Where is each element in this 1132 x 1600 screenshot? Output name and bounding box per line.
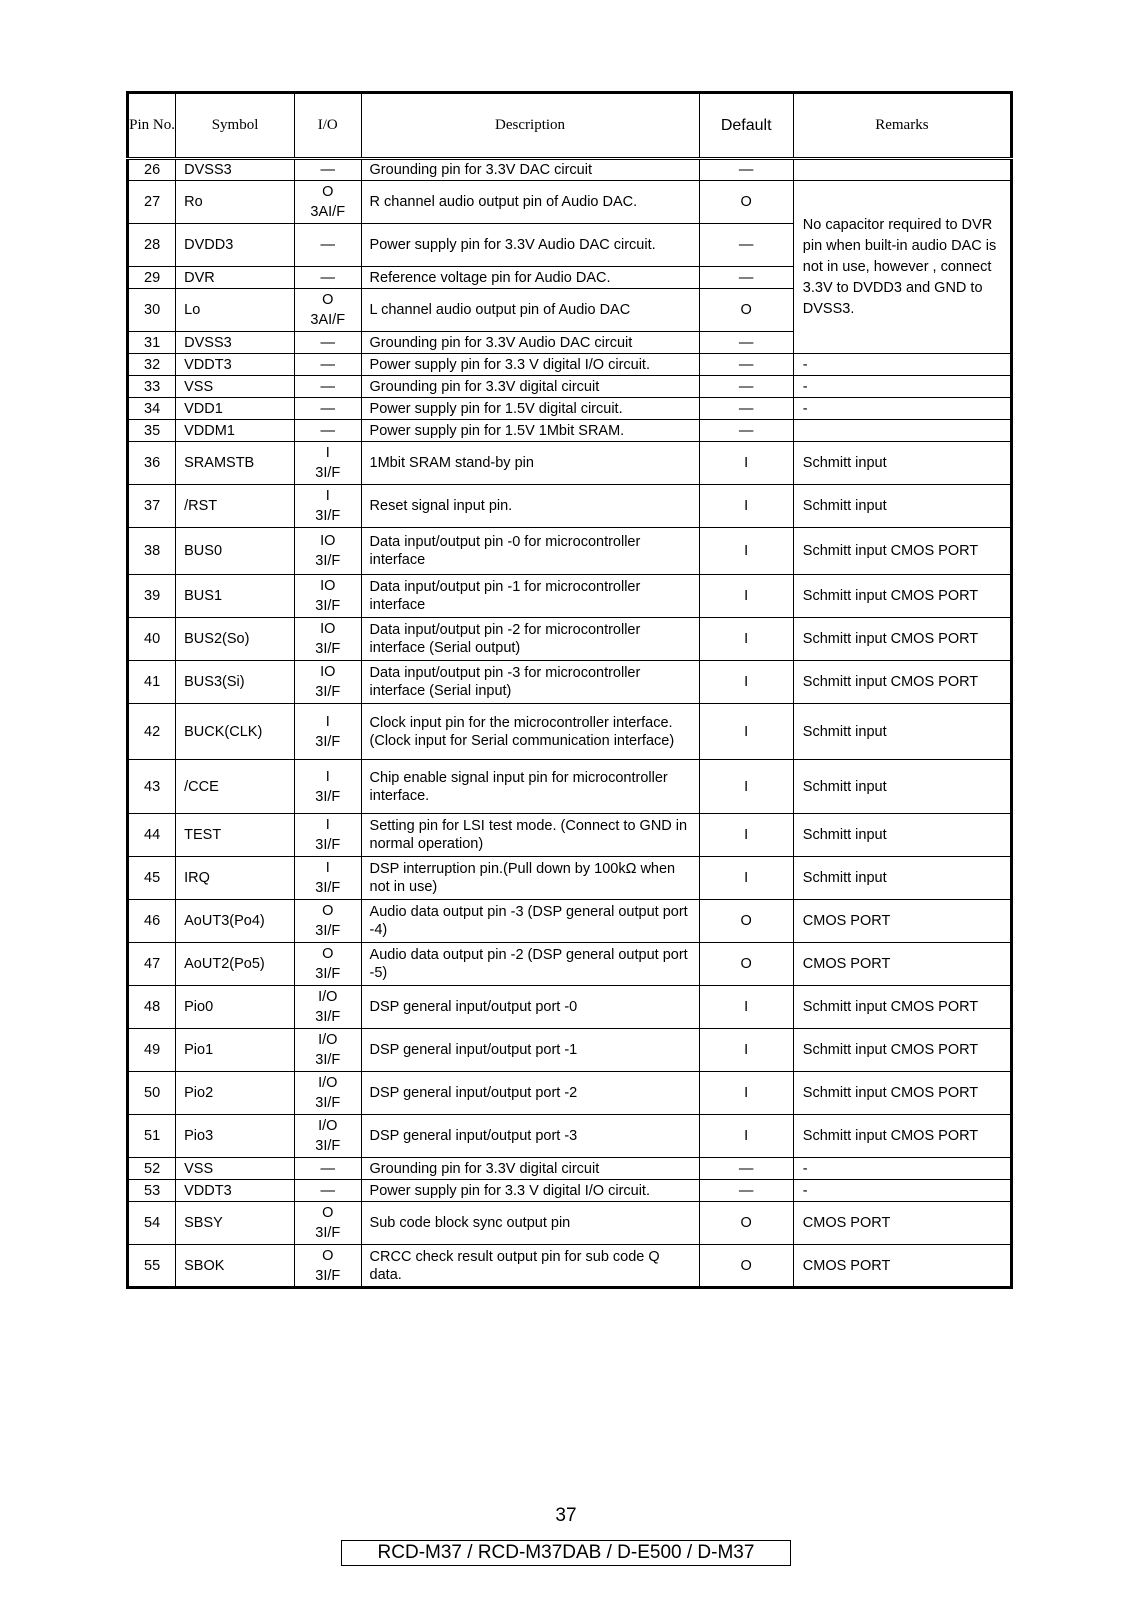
- table-row: [128, 704, 1012, 760]
- pin-default: —: [699, 1180, 793, 1202]
- pin-symbol: SBOK: [176, 1245, 295, 1288]
- table-row: [128, 661, 1012, 704]
- pin-symbol: VDD1: [176, 398, 295, 420]
- pin-remarks: Schmitt input CMOS PORT: [793, 575, 1011, 618]
- pin-default: —: [699, 398, 793, 420]
- pin-io: [294, 354, 361, 376]
- pin-io-type: 3I/F: [315, 1009, 341, 1025]
- pin-symbol: DVSS3: [176, 332, 295, 354]
- pin-description: DSP general input/output port -1: [361, 1029, 699, 1072]
- pin-description: Grounding pin for 3.3V digital circuit: [361, 376, 699, 398]
- pin-number: 43: [128, 760, 176, 814]
- pin-io-type: 3I/F: [315, 553, 341, 569]
- pin-io-direction: I/O: [318, 1075, 338, 1091]
- pin-number: 45: [128, 857, 176, 900]
- pin-symbol: BUCK(CLK): [176, 704, 295, 760]
- pin-io-type: 3I/F: [315, 1267, 341, 1284]
- pin-io-direction: O: [322, 946, 334, 962]
- table-row: [128, 528, 1012, 575]
- pin-default: O: [699, 1245, 793, 1288]
- pin-symbol: VDDT3: [176, 354, 295, 376]
- pin-symbol: Pio3: [176, 1115, 295, 1158]
- pin-number: 28: [128, 224, 176, 267]
- pin-remarks: Schmitt input CMOS PORT: [793, 618, 1011, 661]
- pin-number: 48: [128, 986, 176, 1029]
- pin-description: DSP general input/output port -3: [361, 1115, 699, 1158]
- pin-symbol: VSS: [176, 1158, 295, 1180]
- pin-description: Audio data output pin -2 (DSP general output port -5): [361, 943, 699, 986]
- pin-io-direction: —: [320, 1160, 335, 1177]
- pin-io-type: 3I/F: [315, 788, 341, 805]
- header-pin-no: Pin No.: [128, 93, 176, 159]
- pin-description: R channel audio output pin of Audio DAC.: [361, 181, 699, 224]
- pin-io: [294, 224, 361, 267]
- pin-symbol: TEST: [176, 814, 295, 857]
- pin-description: Data input/output pin -2 for microcontroller interface (Serial output): [361, 618, 699, 661]
- pin-symbol: SRAMSTB: [176, 442, 295, 485]
- pin-io-direction: —: [320, 162, 335, 178]
- pin-description: Data input/output pin -0 for microcontroller interface: [361, 528, 699, 575]
- pin-number: 52: [128, 1158, 176, 1180]
- pin-number: 50: [128, 1072, 176, 1115]
- page-number: 37: [555, 1505, 577, 1526]
- table-row: [128, 485, 1012, 528]
- pin-io-type: 3AI/F: [310, 204, 346, 220]
- pin-default: —: [699, 376, 793, 398]
- pin-io: [294, 1158, 361, 1180]
- pin-io-type: 3I/F: [315, 1095, 341, 1111]
- pin-default: I: [699, 704, 793, 760]
- pin-default: O: [699, 1202, 793, 1245]
- pin-symbol: AoUT3(Po4): [176, 900, 295, 943]
- pin-io-type: 3AI/F: [310, 312, 346, 328]
- pin-io-type: 3I/F: [315, 733, 341, 750]
- pin-description: Clock input pin for the microcontroller interface. (Clock input for Serial communication interface): [361, 704, 699, 760]
- pin-number: 44: [128, 814, 176, 857]
- pin-io-direction: —: [320, 269, 335, 286]
- pin-number: 46: [128, 900, 176, 943]
- pin-description: Grounding pin for 3.3V digital circuit: [361, 1158, 699, 1180]
- pin-symbol: Lo: [176, 289, 295, 332]
- pin-default: —: [699, 224, 793, 267]
- table-row: [128, 1072, 1012, 1115]
- pin-default: I: [699, 1072, 793, 1115]
- pin-number: 41: [128, 661, 176, 704]
- pin-default: I: [699, 575, 793, 618]
- pin-description: Power supply pin for 3.3V Audio DAC circuit.: [361, 224, 699, 267]
- pin-io: [294, 1180, 361, 1202]
- pin-io: [294, 1202, 361, 1245]
- pin-number: 39: [128, 575, 176, 618]
- pin-default: O: [699, 181, 793, 224]
- pin-remarks: -: [793, 398, 1011, 420]
- pin-io-direction: I/O: [318, 1118, 338, 1134]
- pin-number: 35: [128, 420, 176, 442]
- pin-symbol: BUS1: [176, 575, 295, 618]
- pin-io: [294, 398, 361, 420]
- header-description: Description: [361, 93, 699, 159]
- pin-symbol: Ro: [176, 181, 295, 224]
- table-header-row: [128, 93, 1012, 159]
- table-row: [128, 986, 1012, 1029]
- pin-remarks: -: [793, 354, 1011, 376]
- pin-remarks: Schmitt input: [793, 704, 1011, 760]
- pin-io-direction: I: [325, 768, 330, 785]
- table-row: [128, 181, 1012, 224]
- pin-io-direction: I: [325, 488, 330, 504]
- pin-description: Audio data output pin -3 (DSP general output port -4): [361, 900, 699, 943]
- pin-io-type: 3I/F: [315, 598, 341, 614]
- table-row: [128, 618, 1012, 661]
- pin-io: [294, 159, 361, 181]
- pin-io-direction: I/O: [318, 989, 338, 1005]
- pin-symbol: /CCE: [176, 760, 295, 814]
- pin-number: 26: [128, 159, 176, 181]
- pin-default: —: [699, 159, 793, 181]
- table-row: [128, 900, 1012, 943]
- pin-io-direction: —: [320, 334, 335, 351]
- table-row: [128, 857, 1012, 900]
- pin-number: 33: [128, 376, 176, 398]
- pin-io: [294, 376, 361, 398]
- pin-symbol: DVSS3: [176, 159, 295, 181]
- pin-description: Power supply pin for 1.5V 1Mbit SRAM.: [361, 420, 699, 442]
- pin-description: DSP general input/output port -0: [361, 986, 699, 1029]
- pin-remarks: Schmitt input CMOS PORT: [793, 528, 1011, 575]
- table-row: [128, 943, 1012, 986]
- pin-description: DSP general input/output port -2: [361, 1072, 699, 1115]
- pin-description: Reset signal input pin.: [361, 485, 699, 528]
- pin-number: 53: [128, 1180, 176, 1202]
- pin-remarks: CMOS PORT: [793, 1245, 1011, 1288]
- pin-default: I: [699, 1115, 793, 1158]
- pin-io: [294, 814, 361, 857]
- pin-remarks: Schmitt input CMOS PORT: [793, 1072, 1011, 1115]
- pin-io-type: 3I/F: [315, 837, 341, 853]
- pin-io: [294, 857, 361, 900]
- pin-number: 49: [128, 1029, 176, 1072]
- pin-io-direction: I: [325, 817, 330, 833]
- merged-remark: No capacitor required to DVR pin when built-in audio DAC is not in use, however , connect 3.3V to DVDD3 and GND to DVSS3.: [793, 181, 1011, 354]
- pin-io: [294, 1029, 361, 1072]
- pin-default: I: [699, 442, 793, 485]
- table-row: [128, 398, 1012, 420]
- pin-default: I: [699, 528, 793, 575]
- pin-description: L channel audio output pin of Audio DAC: [361, 289, 699, 332]
- pin-symbol: Pio1: [176, 1029, 295, 1072]
- pin-symbol: /RST: [176, 485, 295, 528]
- pin-io-direction: O: [322, 1205, 334, 1221]
- table-row: [128, 1180, 1012, 1202]
- pin-io: [294, 528, 361, 575]
- pin-number: 38: [128, 528, 176, 575]
- pin-number: 51: [128, 1115, 176, 1158]
- pin-io-direction: O: [322, 903, 334, 919]
- table-row: [128, 420, 1012, 442]
- pin-number: 36: [128, 442, 176, 485]
- table-row: [128, 1158, 1012, 1180]
- pin-io-direction: O: [322, 292, 334, 308]
- pin-number: 27: [128, 181, 176, 224]
- pin-io: [294, 332, 361, 354]
- pin-io: [294, 289, 361, 332]
- pin-number: 47: [128, 943, 176, 986]
- pin-symbol: IRQ: [176, 857, 295, 900]
- pin-default: I: [699, 814, 793, 857]
- pin-default: —: [699, 354, 793, 376]
- pin-symbol: DVDD3: [176, 224, 295, 267]
- pin-remarks: Schmitt input CMOS PORT: [793, 1115, 1011, 1158]
- pin-symbol: DVR: [176, 267, 295, 289]
- pin-description: Setting pin for LSI test mode. (Connect to GND in normal operation): [361, 814, 699, 857]
- pin-io: [294, 986, 361, 1029]
- pin-io-direction: I: [325, 860, 330, 876]
- table-row: [128, 1202, 1012, 1245]
- pin-remarks: Schmitt input: [793, 760, 1011, 814]
- header-default: Default: [699, 93, 793, 159]
- pin-io-type: 3I/F: [315, 880, 341, 896]
- pin-io: [294, 420, 361, 442]
- pin-io-direction: O: [322, 1247, 334, 1264]
- pin-io-direction: —: [320, 1182, 335, 1199]
- pin-remarks: Schmitt input: [793, 857, 1011, 900]
- header-symbol: Symbol: [176, 93, 295, 159]
- pin-io-direction: IO: [320, 533, 336, 549]
- pin-remarks: Schmitt input CMOS PORT: [793, 661, 1011, 704]
- table-row: [128, 760, 1012, 814]
- pin-default: O: [699, 289, 793, 332]
- pin-number: 34: [128, 398, 176, 420]
- pin-io-direction: IO: [320, 664, 336, 680]
- pin-description: Power supply pin for 3.3 V digital I/O circuit.: [361, 1180, 699, 1202]
- pin-io-type: 3I/F: [315, 1138, 341, 1154]
- pin-remarks: [793, 420, 1011, 442]
- pin-number: 40: [128, 618, 176, 661]
- pin-io-direction: IO: [320, 578, 336, 594]
- model-footer: RCD-M37 / RCD-M37DAB / D-E500 / D-M37: [341, 1540, 791, 1566]
- table-body: [128, 159, 1012, 1288]
- pin-io-direction: —: [320, 356, 335, 373]
- pin-remarks: CMOS PORT: [793, 900, 1011, 943]
- pin-number: 54: [128, 1202, 176, 1245]
- pin-remarks: CMOS PORT: [793, 943, 1011, 986]
- pin-default: I: [699, 857, 793, 900]
- pin-io-type: 3I/F: [315, 641, 341, 657]
- table-row: [128, 575, 1012, 618]
- pin-io-type: 3I/F: [315, 966, 341, 982]
- pin-io-direction: —: [320, 237, 335, 253]
- pin-description: Power supply pin for 1.5V digital circuit.: [361, 398, 699, 420]
- pin-number: 32: [128, 354, 176, 376]
- pin-symbol: Pio0: [176, 986, 295, 1029]
- pin-io-type: 3I/F: [315, 465, 341, 481]
- pin-io: [294, 181, 361, 224]
- pin-description: Data input/output pin -1 for microcontroller interface: [361, 575, 699, 618]
- pin-io-type: 3I/F: [315, 1052, 341, 1068]
- pin-symbol: VSS: [176, 376, 295, 398]
- pin-io-type: 3I/F: [315, 1225, 341, 1241]
- pin-default: I: [699, 1029, 793, 1072]
- pin-io: [294, 485, 361, 528]
- pin-remarks: Schmitt input CMOS PORT: [793, 1029, 1011, 1072]
- pin-io: [294, 575, 361, 618]
- pin-io: [294, 900, 361, 943]
- pin-number: 30: [128, 289, 176, 332]
- pin-number: 37: [128, 485, 176, 528]
- pin-symbol: SBSY: [176, 1202, 295, 1245]
- table-row: [128, 442, 1012, 485]
- pin-number: 42: [128, 704, 176, 760]
- pin-symbol: BUS0: [176, 528, 295, 575]
- pin-io-direction: —: [320, 378, 335, 395]
- pin-description: 1Mbit SRAM stand-by pin: [361, 442, 699, 485]
- pin-default: I: [699, 661, 793, 704]
- pin-symbol: BUS2(So): [176, 618, 295, 661]
- pin-io: [294, 267, 361, 289]
- pin-io: [294, 1072, 361, 1115]
- pin-io: [294, 661, 361, 704]
- table-row: [128, 376, 1012, 398]
- pin-remarks: Schmitt input: [793, 485, 1011, 528]
- pin-io-direction: O: [322, 184, 334, 200]
- pin-io: [294, 943, 361, 986]
- pin-io: [294, 1115, 361, 1158]
- table-row: [128, 1115, 1012, 1158]
- pin-remarks: CMOS PORT: [793, 1202, 1011, 1245]
- pin-default: I: [699, 485, 793, 528]
- pin-io: [294, 1245, 361, 1288]
- pin-description: Grounding pin for 3.3V Audio DAC circuit: [361, 332, 699, 354]
- pin-io-type: 3I/F: [315, 684, 341, 700]
- pin-table: [126, 91, 1013, 1289]
- pin-remarks: -: [793, 376, 1011, 398]
- pin-io-direction: IO: [320, 621, 336, 637]
- pin-default: I: [699, 760, 793, 814]
- table-row: [128, 1029, 1012, 1072]
- pin-description: Reference voltage pin for Audio DAC.: [361, 267, 699, 289]
- pin-symbol: Pio2: [176, 1072, 295, 1115]
- pin-remarks: -: [793, 1180, 1011, 1202]
- pin-default: —: [699, 420, 793, 442]
- pin-default: I: [699, 618, 793, 661]
- table-row: [128, 354, 1012, 376]
- pin-io-direction: I: [325, 445, 330, 461]
- pin-io-type: 3I/F: [315, 508, 341, 524]
- pin-default: —: [699, 332, 793, 354]
- table-row: [128, 814, 1012, 857]
- pin-default: O: [699, 900, 793, 943]
- pin-default: I: [699, 986, 793, 1029]
- pin-symbol: VDDT3: [176, 1180, 295, 1202]
- pin-io-direction: I: [325, 713, 330, 730]
- pin-io-type: 3I/F: [315, 923, 341, 939]
- pin-default: —: [699, 267, 793, 289]
- pin-description: Power supply pin for 3.3 V digital I/O circuit.: [361, 354, 699, 376]
- table-row: [128, 1245, 1012, 1288]
- pin-remarks: -: [793, 1158, 1011, 1180]
- pin-description: DSP interruption pin.(Pull down by 100kΩ when not in use): [361, 857, 699, 900]
- pin-description: CRCC check result output pin for sub code Q data.: [361, 1245, 699, 1288]
- pin-symbol: BUS3(Si): [176, 661, 295, 704]
- pin-io: [294, 618, 361, 661]
- pin-description: Grounding pin for 3.3V DAC circuit: [361, 159, 699, 181]
- pin-remarks: Schmitt input CMOS PORT: [793, 986, 1011, 1029]
- table-row: [128, 159, 1012, 181]
- header-io: I/O: [294, 93, 361, 159]
- pin-io: [294, 442, 361, 485]
- pin-remarks: Schmitt input: [793, 814, 1011, 857]
- pin-default: O: [699, 943, 793, 986]
- pin-description: Sub code block sync output pin: [361, 1202, 699, 1245]
- pin-number: 29: [128, 267, 176, 289]
- pin-io-direction: I/O: [318, 1032, 338, 1048]
- pin-io: [294, 704, 361, 760]
- pin-io: [294, 760, 361, 814]
- header-remarks: Remarks: [793, 93, 1011, 159]
- pin-description: Chip enable signal input pin for microcontroller interface.: [361, 760, 699, 814]
- pin-number: 31: [128, 332, 176, 354]
- pin-symbol: VDDM1: [176, 420, 295, 442]
- pin-description: Data input/output pin -3 for microcontroller interface (Serial input): [361, 661, 699, 704]
- pin-symbol: AoUT2(Po5): [176, 943, 295, 986]
- pin-default: —: [699, 1158, 793, 1180]
- pin-number: 55: [128, 1245, 176, 1288]
- pin-remarks: Schmitt input: [793, 442, 1011, 485]
- pin-remarks: [793, 159, 1011, 181]
- pin-io-direction: —: [320, 400, 335, 417]
- pin-io-direction: —: [320, 422, 335, 439]
